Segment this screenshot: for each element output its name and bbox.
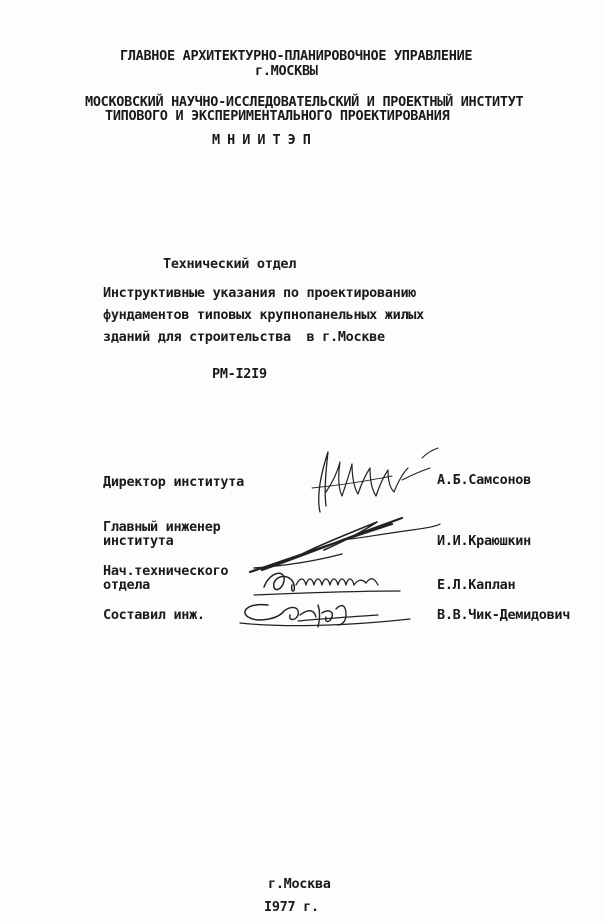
header-institute: МОСКОВСКИЙ НАУЧНО-ИССЛЕДОВАТЕЛЬСКИЙ И ПРОЕКТНЫЙ ИНСТИТУТ <box>85 94 524 110</box>
signatory-director-role: Директор института <box>103 474 244 490</box>
signatory-compiler-role: Составил инж. <box>103 607 205 623</box>
header-city: г.МОСКВЫ <box>255 63 318 79</box>
document-code: РМ-I2I9 <box>212 366 267 382</box>
compiler-signature <box>238 597 413 633</box>
document-title-line-3: зданий для строительства в г.Москве <box>103 329 385 345</box>
document-title-line-2: фундаментов типовых крупнопанельных жилых <box>103 307 424 323</box>
director-signature <box>282 440 442 520</box>
signatory-chief-engineer-role-2: института <box>103 533 174 549</box>
department-label: Технический отдел <box>163 256 297 272</box>
header-ministry: ГЛАВНОЕ АРХИТЕКТУРНО-ПЛАНИРОВОЧНОЕ УПРАВЛЕНИЕ <box>120 48 473 64</box>
header-institute-cont: ТИПОВОГО И ЭКСПЕРИМЕНТАЛЬНОГО ПРОЕКТИРОВАНИЯ <box>105 108 450 124</box>
signatory-director-name: А.Б.Самсонов <box>437 472 531 488</box>
signatory-chief-engineer-role-1: Главный инженер <box>103 519 221 535</box>
document-title-line-1: Инструктивные указания по проектированию <box>103 285 417 301</box>
signatory-compiler-name: В.В.Чик-Демидович <box>437 607 571 623</box>
footer-city: г.Москва <box>268 876 331 892</box>
header-abbr: МНИИТЭП <box>212 132 318 148</box>
signatory-chief-engineer-name: И.И.Краюшкин <box>437 533 531 549</box>
signatory-head-tech-name: Е.Л.Каплан <box>437 577 516 593</box>
footer-year: I977 г. <box>264 899 319 915</box>
signatory-head-tech-role-2: отдела <box>103 577 150 593</box>
signatory-head-tech-role-1: Нач.технического <box>103 563 229 579</box>
